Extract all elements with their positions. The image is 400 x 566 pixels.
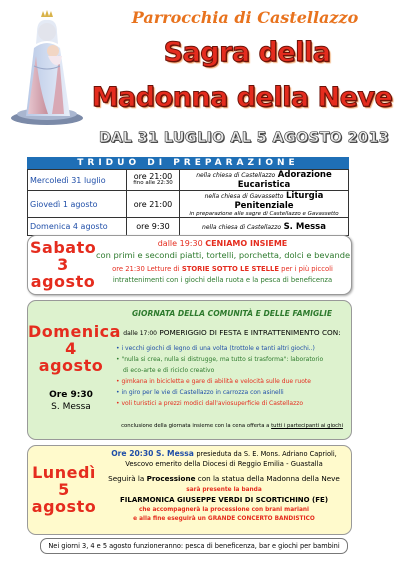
triduo-heading: TRIDUO DI PREPARAZIONE [27,157,349,169]
lunedi-day-label: Lunedì 5 agosto [31,463,97,516]
triduo-event: nella chiesa di Castellazzo Adorazione Eucaristica [180,170,349,191]
parish-name: Parrocchia di Castellazzo [131,8,359,27]
festival-dates: DAL 31 LUGLIO AL 5 AGOSTO 2013 [98,130,390,146]
madonna-statue-image [4,8,90,126]
triduo-time: ore 9:30 [127,218,180,236]
domenica-day-label: Domenica 4 agosto [28,322,121,375]
list-item: • in giro per le vie di Castellazzo in carrozza con asinelli [116,389,284,396]
lunedi-band-name: FILARMONICA GIUSEPPE VERDI DI SCORTICHINO (FE) [119,496,329,504]
domenica-intro: dalle 17:00 POMERIGGIO DI FESTA E INTRATTENIMENTO CON: [123,328,341,337]
triduo-event: nella chiesa di Castellazzo S. Messa [180,218,349,236]
triduo-time-note: fino alle 22:30 [133,180,173,186]
sabato-dinner: dalle 19:30 CENIAMO INSIEME [157,239,288,248]
list-item: di eco-arte e di riciclo creativo [123,367,215,374]
domenica-closing: conclusione della giornata insieme con la cena offerta a tutti i partecipanti ai giochi [121,423,343,429]
list-item: • "nulla si crea, nulla si distrugge, ma tutto si trasforma": laboratorio [116,356,324,363]
domenica-activities [116,343,349,409]
sabato-menu: con primi e secondi piatti, tortelli, porchetta, dolci e bevande [96,250,351,260]
triduo-table [27,169,349,236]
lunedi-band-procession: che accompagnerà la processione con brani mariani [138,507,310,513]
lunedi-procession: Seguirà la Processione con la statua della Madonna della Neve [108,474,340,483]
triduo-event: nella chiesa di Gavassetto Liturgia Penitenziale in preparazione alle sagre di Castellazzo e Gavassetto [180,191,349,218]
table-row [28,170,349,191]
table-row [28,191,349,218]
table-row [28,218,349,236]
triduo-day: Giovedì 1 agosto [28,191,127,218]
sabato-stories: ore 21:30 Letture di STORIE SOTTO LE STELLE per i più piccoli [112,265,333,273]
domenica-heading: GIORNATA DELLA COMUNITÀ E DELLE FAMIGLIE [131,309,333,318]
sabato-games: intrattenimenti con i giochi della ruota e la pesca di beneficenza [112,276,333,284]
sabato-box [27,235,352,295]
domenica-box [27,300,352,440]
list-item: • i vecchi giochi di legno di una volta (trottole e tanti altri giochi..) [116,345,315,352]
triduo-time: ore 21:00 [127,191,180,218]
lunedi-box [27,445,352,535]
triduo-day: Mercoledì 31 luglio [28,170,127,191]
lunedi-bishop: Vescovo emerito della Diocesi di Reggio Emilia - Guastalla [125,460,323,468]
lunedi-mass: Ore 20:30 S. Messa presieduta da S. E. Mons. Adriano Caprioli, [111,449,337,458]
triduo-day: Domenica 4 agosto [28,218,127,236]
domenica-mass: Ore 9:30 S. Messa [49,390,93,412]
footer-note: Nei giorni 3, 4 e 5 agosto funzioneranno: pesca di beneficenza, bar e giochi per bambini [40,538,348,554]
festival-title-line1: Sagra della [163,37,331,68]
lunedi-band-intro: sarà presente la banda [186,487,262,493]
triduo-time: ore 21:00 fino alle 22:30 [127,170,180,191]
sabato-day-label: Sabato 3 agosto [30,238,97,291]
lunedi-concert: e alla fine eseguirà un GRANDE CONCERTO BANDISTICO [133,516,315,522]
list-item: • gimkana in bicicletta e gare di abilità e velocità sulle due ruote [116,378,311,385]
festival-title-line2: Madonna della Neve [91,82,393,113]
triduo-note: in preparazione alle sagre di Castellazzo e Gavassetto [189,211,339,217]
list-item: • voli turistici a prezzi modici dall'aviosuperficie di Castellazzo [116,400,304,407]
